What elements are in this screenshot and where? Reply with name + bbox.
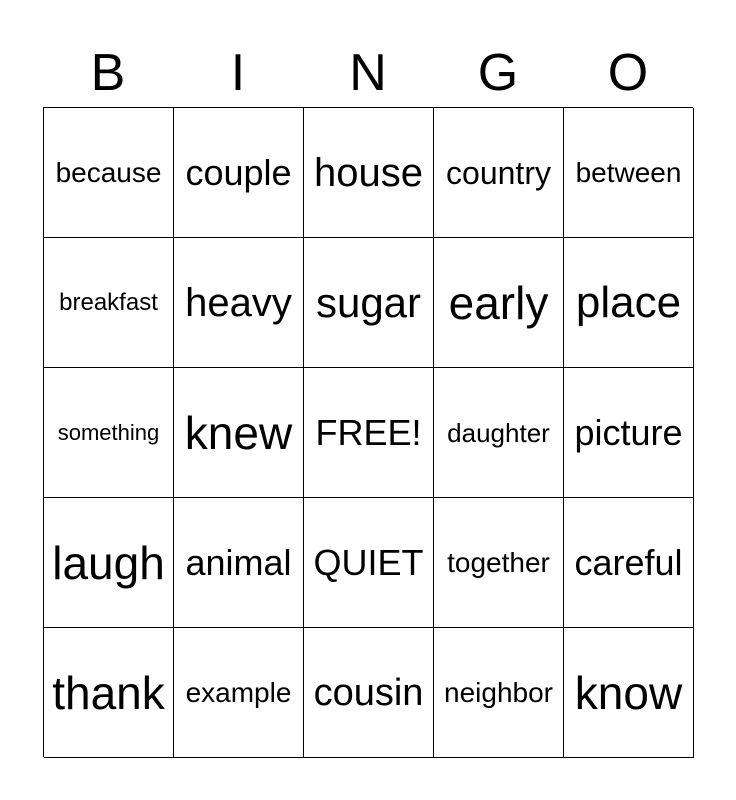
bingo-cell-r2-c3[interactable]: sugar bbox=[304, 238, 434, 368]
bingo-cell-r4-c2[interactable]: animal bbox=[174, 498, 304, 628]
bingo-cell-r2-c5[interactable]: place bbox=[564, 238, 694, 368]
bingo-cell-r1-c4[interactable]: country bbox=[434, 108, 564, 238]
bingo-board bbox=[43, 107, 693, 757]
bingo-cell-r4-c3[interactable]: QUIET bbox=[304, 498, 434, 628]
header-letter-b: B bbox=[90, 44, 126, 102]
bingo-cell-r3-c4[interactable]: daughter bbox=[434, 368, 564, 498]
bingo-cell-r2-c2[interactable]: heavy bbox=[174, 238, 304, 368]
bingo-cell-r4-c5[interactable]: careful bbox=[564, 498, 694, 628]
bingo-header bbox=[43, 40, 693, 106]
bingo-cell-r5-c4[interactable]: neighbor bbox=[434, 628, 564, 758]
bingo-cell-r1-c5[interactable]: between bbox=[564, 108, 694, 238]
bingo-cell-r5-c2[interactable]: example bbox=[174, 628, 304, 758]
bingo-cell-r5-c3[interactable]: cousin bbox=[304, 628, 434, 758]
header-letter-n: N bbox=[349, 44, 387, 102]
bingo-cell-r1-c1[interactable]: because bbox=[44, 108, 174, 238]
bingo-cell-r3-c1[interactable]: something bbox=[44, 368, 174, 498]
bingo-cell-r4-c4[interactable]: together bbox=[434, 498, 564, 628]
bingo-cell-r1-c2[interactable]: couple bbox=[174, 108, 304, 238]
bingo-cell-r3-c2[interactable]: knew bbox=[174, 368, 304, 498]
bingo-cell-r3-c5[interactable]: picture bbox=[564, 368, 694, 498]
bingo-cell-r2-c4[interactable]: early bbox=[434, 238, 564, 368]
bingo-cell-r1-c3[interactable]: house bbox=[304, 108, 434, 238]
bingo-cell-r4-c1[interactable]: laugh bbox=[44, 498, 174, 628]
bingo-cell-r2-c1[interactable]: breakfast bbox=[44, 238, 174, 368]
bingo-cell-r5-c1[interactable]: thank bbox=[44, 628, 174, 758]
header-letter-o: O bbox=[607, 44, 649, 102]
bingo-cell-r3-c3[interactable]: FREE! bbox=[304, 368, 434, 498]
bingo-cell-r5-c5[interactable]: know bbox=[564, 628, 694, 758]
header-letter-g: G bbox=[477, 44, 519, 102]
header-letter-i: I bbox=[230, 44, 246, 102]
